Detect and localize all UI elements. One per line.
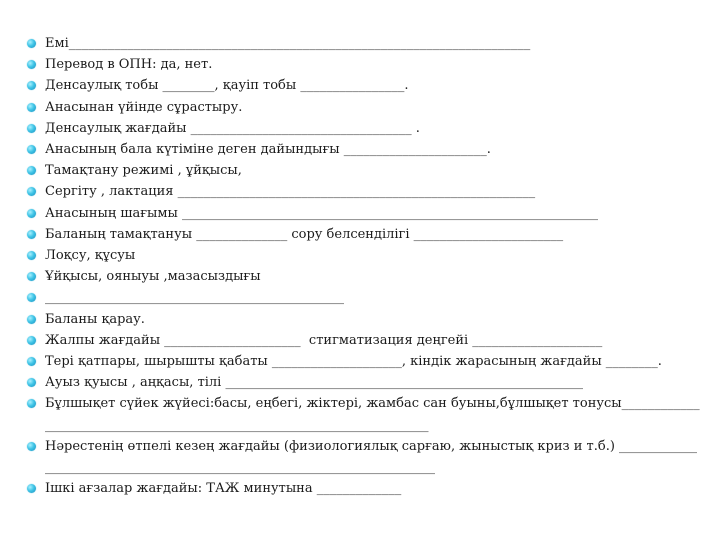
bullet-icon (27, 442, 36, 451)
list-item-text: Тамақтану режимі , ұйқысы, (45, 163, 242, 179)
bullet-icon (27, 336, 36, 345)
list-item (20, 160, 700, 181)
list-item-text: Ауыз қуысы , аңқасы, тілі _______________________________________________________ (45, 375, 583, 391)
list-item (20, 33, 700, 54)
bullet-icon (27, 315, 36, 324)
list-item-text: Анасының бала күтіміне деген дайындығы ______________________. (45, 142, 491, 158)
bullet-icon (27, 357, 36, 366)
list-item-text: Тері қатпары, шырышты қабаты ____________________, кіндік жарасының жағдайы ________. (45, 354, 662, 370)
list-item (20, 351, 700, 372)
list-item (20, 266, 700, 287)
list-item-text: Денсаулық тобы ________, қауіп тобы ________________. (45, 78, 409, 94)
list-item-text: Бұлшықет сүйек жүйесі:басы, еңбегі, жіктері, жамбас сан буыны,бұлшықет тонусы_______________________________________________________________________ (45, 396, 700, 433)
list-item (20, 181, 700, 202)
form-item-list (20, 33, 700, 499)
list-item-text: Баланы қарау. (45, 311, 145, 327)
bullet-icon (27, 60, 36, 69)
list-item-text: Лоқсу, құсуы (45, 248, 136, 264)
list-item (20, 203, 700, 224)
list-item (20, 478, 700, 499)
bullet-icon (27, 145, 36, 154)
list-item (20, 309, 700, 330)
list-item (20, 436, 700, 478)
list-item-text: Ұйқысы, ояныуы ,мазасыздығы (45, 269, 261, 285)
list-item (20, 372, 700, 393)
bullet-icon (27, 103, 36, 112)
list-item-text: Сергіту , лактация _______________________________________________________ (45, 184, 536, 200)
bullet-icon (27, 293, 36, 302)
list-item-text: Перевод в ОПН: да, нет. (45, 57, 213, 73)
list-item (20, 54, 700, 75)
list-item (20, 330, 700, 351)
list-item (20, 75, 700, 96)
bullet-icon (27, 230, 36, 239)
list-item-text: Денсаулық жағдайы __________________________________ . (45, 120, 420, 136)
list-item (20, 224, 700, 245)
bullet-icon (27, 251, 36, 260)
list-item-text: Жалпы жағдайы _____________________ стигматизация деңгейі ____________________ (45, 332, 603, 348)
list-item (20, 393, 700, 435)
list-item-text: Баланың тамақтануы ______________ сору белсенділігі _______________________ (45, 226, 564, 242)
list-item-text: Анасының шағымы ________________________________________________________________ (45, 205, 598, 221)
list-item (20, 97, 700, 118)
bullet-icon (27, 124, 36, 133)
list-item (20, 118, 700, 139)
list-item-text: Анасынан үйінде сұрастыру. (45, 99, 243, 115)
bullet-icon (27, 39, 36, 48)
list-item-text: Ішкі ағзалар жағдайы: ТАЖ минутына _____________ (45, 481, 402, 497)
bullet-icon (27, 187, 36, 196)
list-item (20, 245, 700, 266)
bullet-icon (27, 272, 36, 281)
bullet-icon (27, 399, 36, 408)
list-item-text: Нәрестенің өтпелі кезең жағдайы (физиологиялық сарғаю, жыныстық криз и т.б.) ________________________________________________________________________ (45, 438, 698, 476)
list-item (20, 139, 700, 160)
list-item-text: Емі_______________________________________________________________________ (45, 36, 531, 51)
bullet-icon (27, 209, 36, 218)
list-item (20, 287, 700, 308)
list-item-text: ______________________________________________ (45, 290, 344, 306)
bullet-icon (27, 484, 36, 493)
bullet-icon (27, 378, 36, 387)
bullet-icon (27, 166, 36, 175)
bullet-icon (27, 81, 36, 90)
